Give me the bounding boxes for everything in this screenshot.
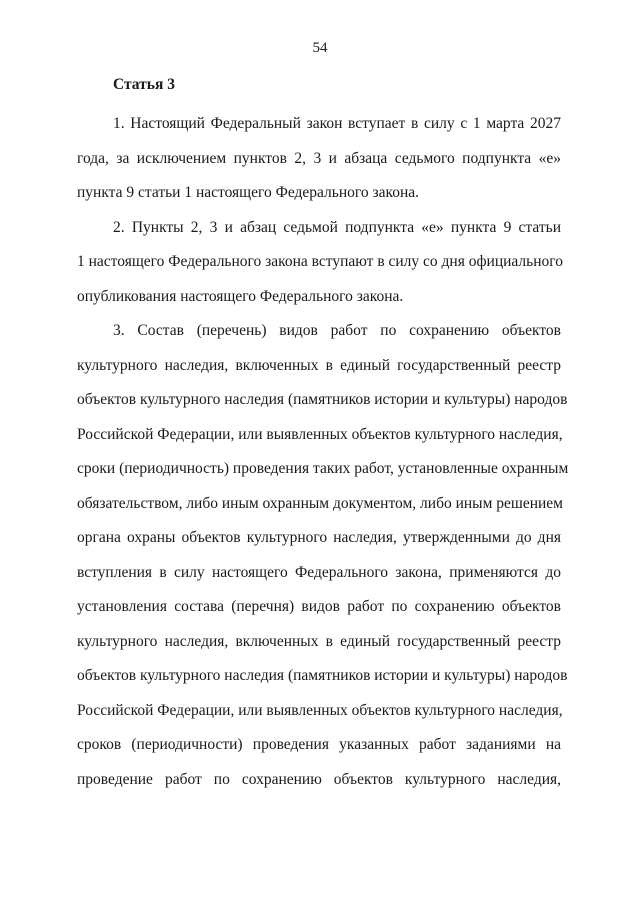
paragraph-line: 1 настоящего Федерального закона вступают в силу со дня официального	[77, 253, 563, 270]
paragraph-line: обязательством, либо иным охранным документом, либо иным решением	[77, 495, 563, 512]
paragraph-line: 1. Настоящий Федеральный закон вступает в силу с 1 марта 2027	[113, 115, 561, 132]
paragraph-line: года, за исключением пунктов 2, 3 и абзаца седьмого подпункта «е»	[77, 150, 561, 167]
paragraph-line: 3. Состав (перечень) видов работ по сохранению объектов	[113, 322, 561, 339]
paragraph-line: культурного наследия, включенных в единый государственный реестр	[77, 633, 561, 650]
paragraph-line: Российской Федерации, или выявленных объектов культурного наследия,	[77, 702, 563, 719]
page-number: 54	[312, 40, 328, 56]
paragraph-line: объектов культурного наследия (памятников истории и культуры) народов	[77, 391, 568, 408]
paragraph-line: установления состава (перечня) видов работ по сохранению объектов	[77, 598, 561, 615]
paragraph-line: 2. Пункты 2, 3 и абзац седьмой подпункта «е» пункта 9 статьи	[113, 219, 561, 236]
paragraph-line: пункта 9 статьи 1 настоящего Федерального закона.	[77, 184, 420, 201]
paragraph-line: сроков (периодичности) проведения указанных работ заданиями на	[77, 736, 561, 753]
paragraph-line: органа охраны объектов культурного наследия, утвержденными до дня	[77, 529, 561, 546]
paragraph-line: опубликования настоящего Федерального закона.	[77, 288, 404, 305]
article-heading: Статья 3	[113, 76, 175, 93]
paragraph-line: Российской Федерации, или выявленных объектов культурного наследия,	[77, 426, 563, 443]
paragraph-line: проведение работ по сохранению объектов культурного наследия,	[77, 771, 561, 788]
paragraph-line: культурного наследия, включенных в единый государственный реестр	[77, 357, 561, 374]
paragraph-line: сроки (периодичность) проведения таких работ, установленные охранным	[77, 460, 569, 477]
paragraph-line: вступления в силу настоящего Федерального закона, применяются до	[77, 564, 561, 581]
paragraph-line: объектов культурного наследия (памятников истории и культуры) народов	[77, 667, 568, 684]
